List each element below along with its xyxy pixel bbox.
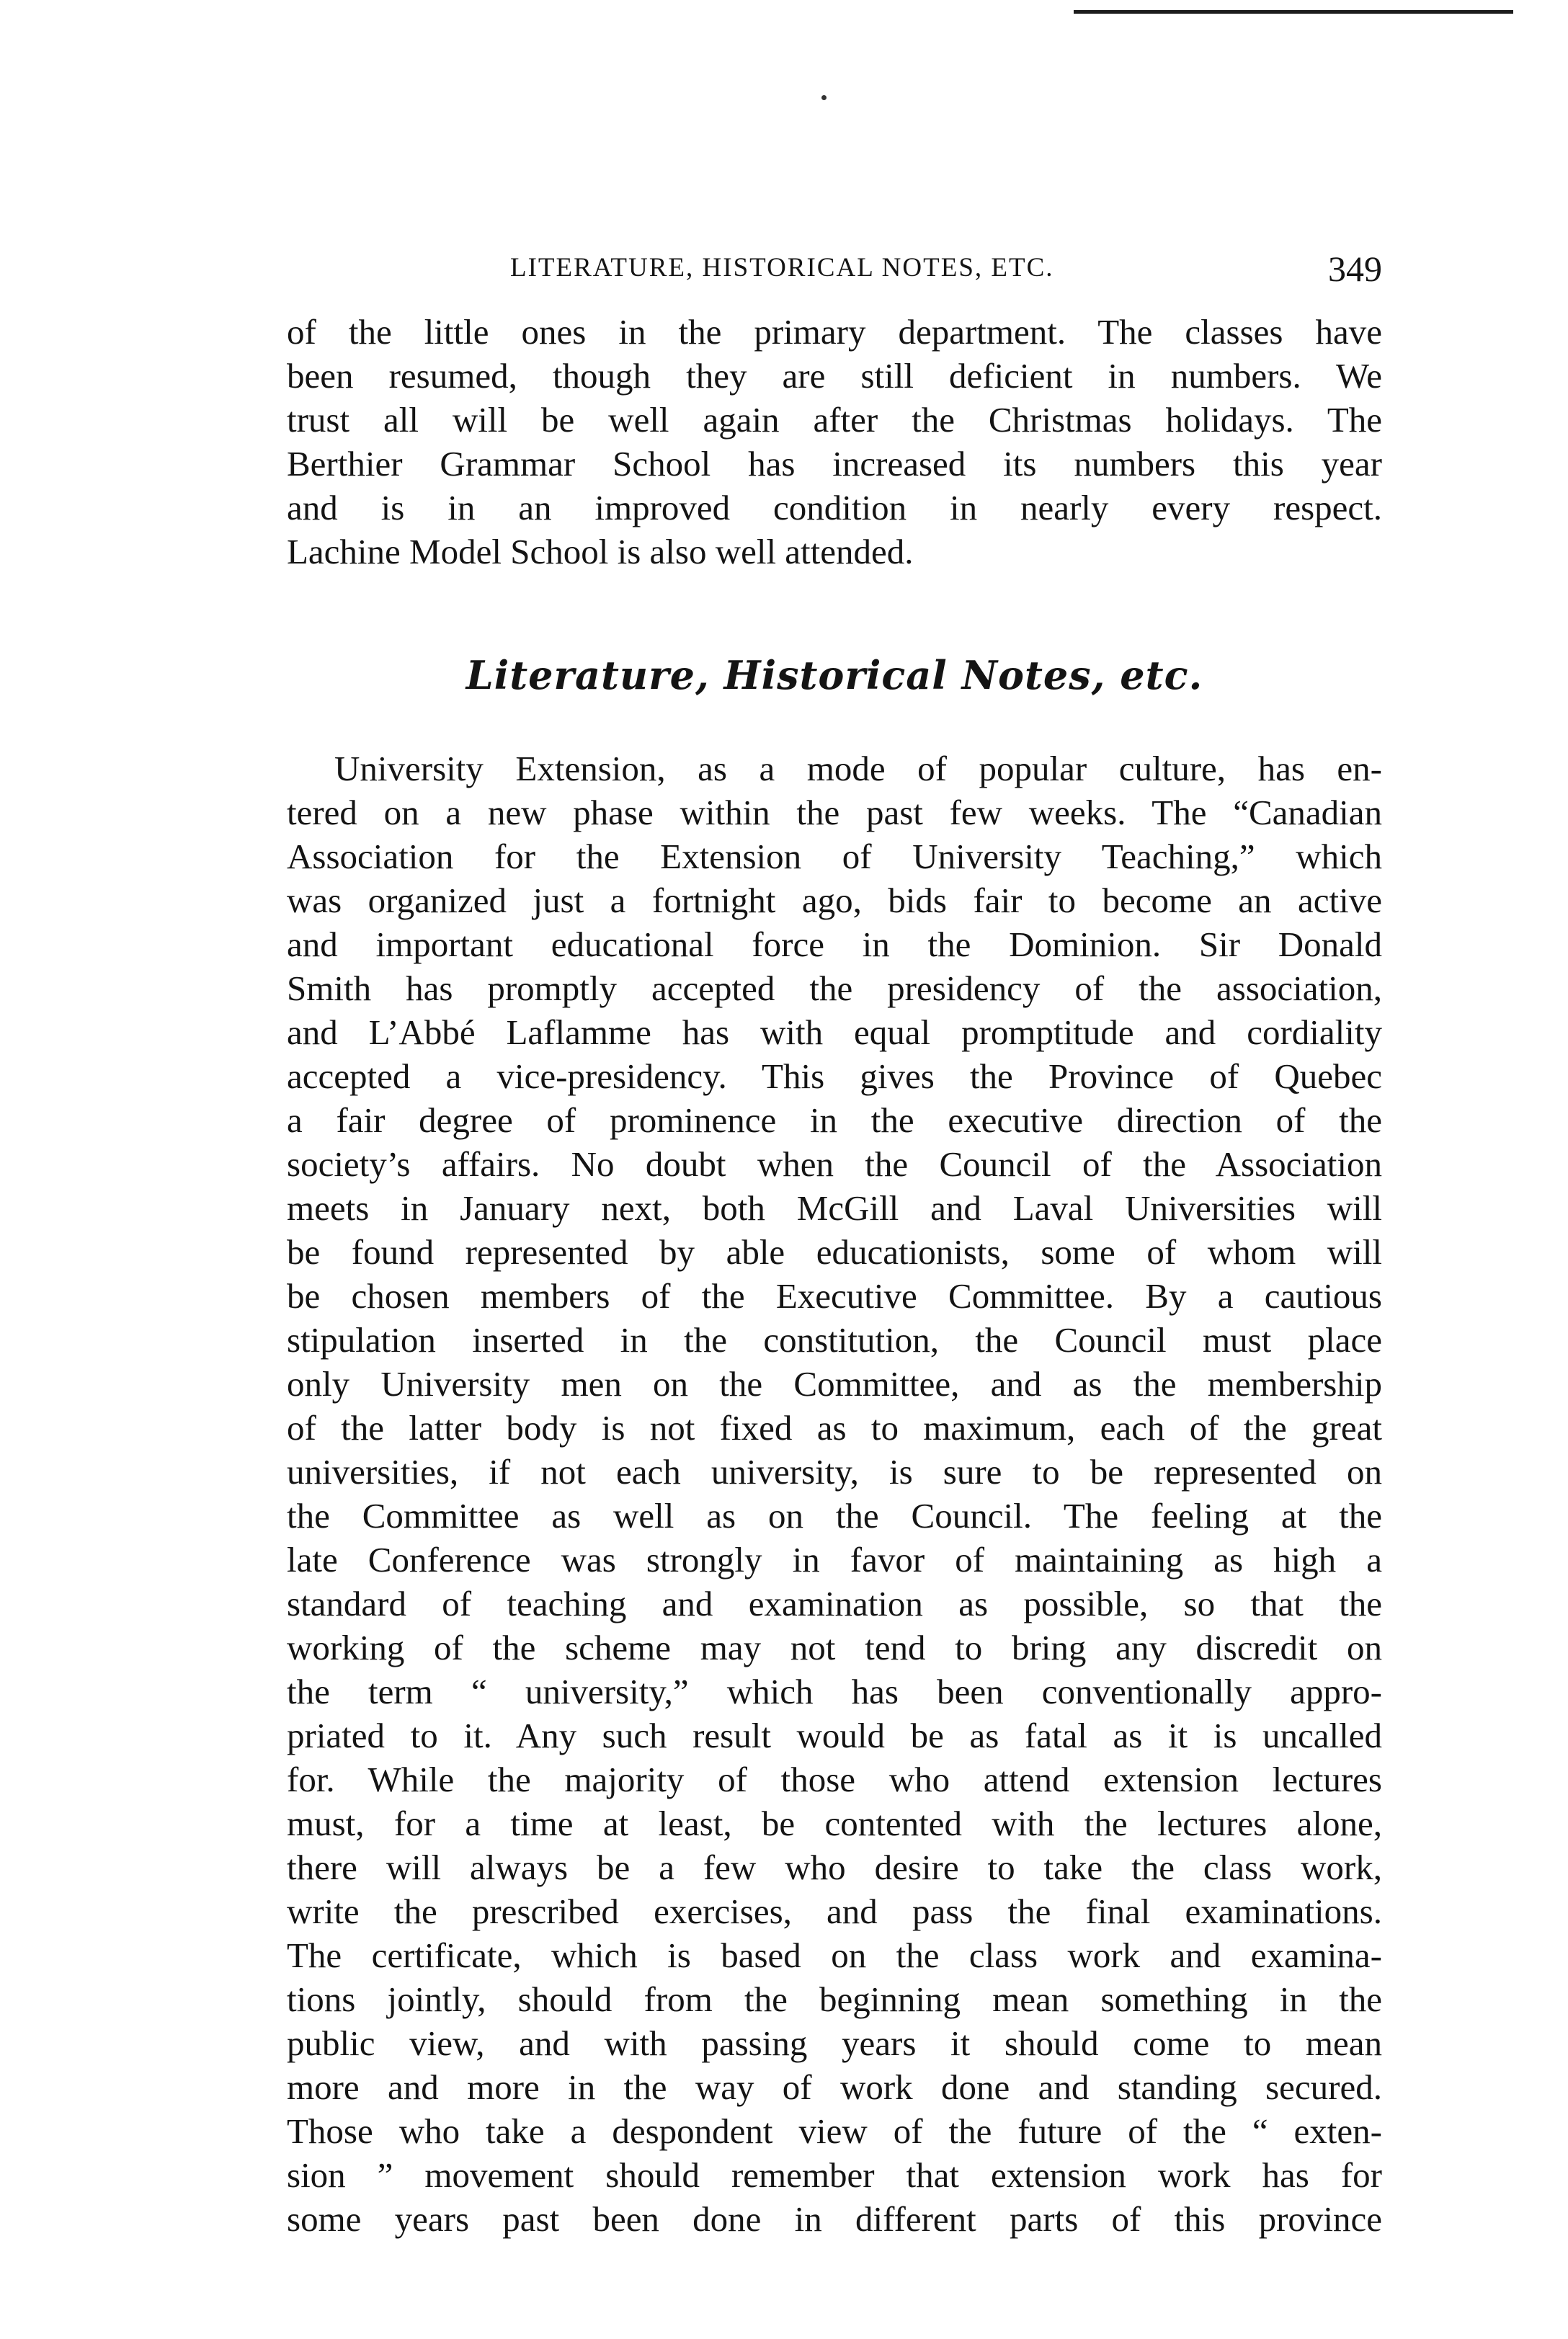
text-line: be found represented by able educationists, some of whom will xyxy=(287,1232,1382,1272)
text-line: meets in January next, both McGill and Laval Universities will xyxy=(287,1188,1382,1228)
text-line: only University men on the Committee, and as the membership xyxy=(287,1364,1382,1404)
text-line: been resumed, though they are still deficient in numbers. We xyxy=(287,356,1382,396)
text-line: write the prescribed exercises, and pass the final examinations. xyxy=(287,1892,1382,1931)
ink-speck xyxy=(821,95,827,100)
text-line: more and more in the way of work done and standing secured. xyxy=(287,2067,1382,2107)
text-line: working of the scheme may not tend to bring any discredit on xyxy=(287,1628,1382,1667)
text-line: Smith has promptly accepted the presidency of the association, xyxy=(287,968,1382,1008)
text-line: and is in an improved condition in nearly every respect. xyxy=(287,488,1382,527)
text-line: the Committee as well as on the Council. The feeling at the xyxy=(287,1496,1382,1536)
text-line: priated to it. Any such result would be as fatal as it is uncalled xyxy=(287,1716,1382,1755)
text-line: tered on a new phase within the past few weeks. The “Canadian xyxy=(287,793,1382,832)
section-heading: Literature, Historical Notes, etc. xyxy=(466,652,1203,698)
text-line: University Extension, as a mode of popular culture, has en- xyxy=(334,749,1382,788)
text-line: society’s affairs. No doubt when the Council of the Association xyxy=(287,1144,1382,1184)
text-line: a fair degree of prominence in the executive direction of the xyxy=(287,1100,1382,1140)
text-line: there will always be a few who desire to take the class work, xyxy=(287,1848,1382,1887)
running-head-title: LITERATURE, HISTORICAL NOTES, ETC. xyxy=(510,253,1054,282)
text-line: standard of teaching and examination as possible, so that the xyxy=(287,1584,1382,1623)
text-line: and L’Abbé Laflamme has with equal promptitude and cordiality xyxy=(287,1012,1382,1052)
text-line: the term “ university,” which has been conventionally appro- xyxy=(287,1672,1382,1711)
text-line: and important educational force in the Dominion. Sir Donald xyxy=(287,925,1382,964)
text-line: Those who take a despondent view of the future of the “ exten- xyxy=(287,2111,1382,2151)
text-line: universities, if not each university, is sure to be represented on xyxy=(287,1452,1382,1492)
text-line: must, for a time at least, be contented with the lectures alone, xyxy=(287,1804,1382,1843)
text-line: late Conference was strongly in favor of maintaining as high a xyxy=(287,1540,1382,1580)
top-rule xyxy=(1074,10,1513,14)
article-paragraph xyxy=(287,747,1382,2241)
text-line: some years past been done in different parts of this province xyxy=(287,2199,1382,2239)
running-head xyxy=(287,248,1382,295)
text-line: Berthier Grammar School has increased its numbers this year xyxy=(287,444,1382,484)
text-line: Lachine Model School is also well attended. xyxy=(287,532,914,571)
text-line: stipulation inserted in the constitution, the Council must place xyxy=(287,1320,1382,1360)
text-line: The certificate, which is based on the class work and examina- xyxy=(287,1935,1382,1975)
page-number: 349 xyxy=(1328,249,1382,289)
text-line: of the latter body is not fixed as to maximum, each of the great xyxy=(287,1408,1382,1448)
text-line: sion ” movement should remember that extension work has for xyxy=(287,2155,1382,2195)
text-line: be chosen members of the Executive Committee. By a cautious xyxy=(287,1276,1382,1316)
text-line: of the little ones in the primary department. The classes have xyxy=(287,312,1382,352)
text-line: Association for the Extension of University Teaching,” which xyxy=(287,837,1382,876)
carryover-paragraph xyxy=(287,310,1382,574)
text-line: public view, and with passing years it should come to mean xyxy=(287,2023,1382,2063)
text-line: accepted a vice-presidency. This gives the Province of Quebec xyxy=(287,1056,1382,1096)
text-line: trust all will be well again after the Christmas holidays. The xyxy=(287,400,1382,440)
text-line: was organized just a fortnight ago, bids fair to become an active xyxy=(287,881,1382,920)
text-line: for. While the majority of those who attend extension lectures xyxy=(287,1760,1382,1799)
text-line: tions jointly, should from the beginning mean something in the xyxy=(287,1979,1382,2019)
